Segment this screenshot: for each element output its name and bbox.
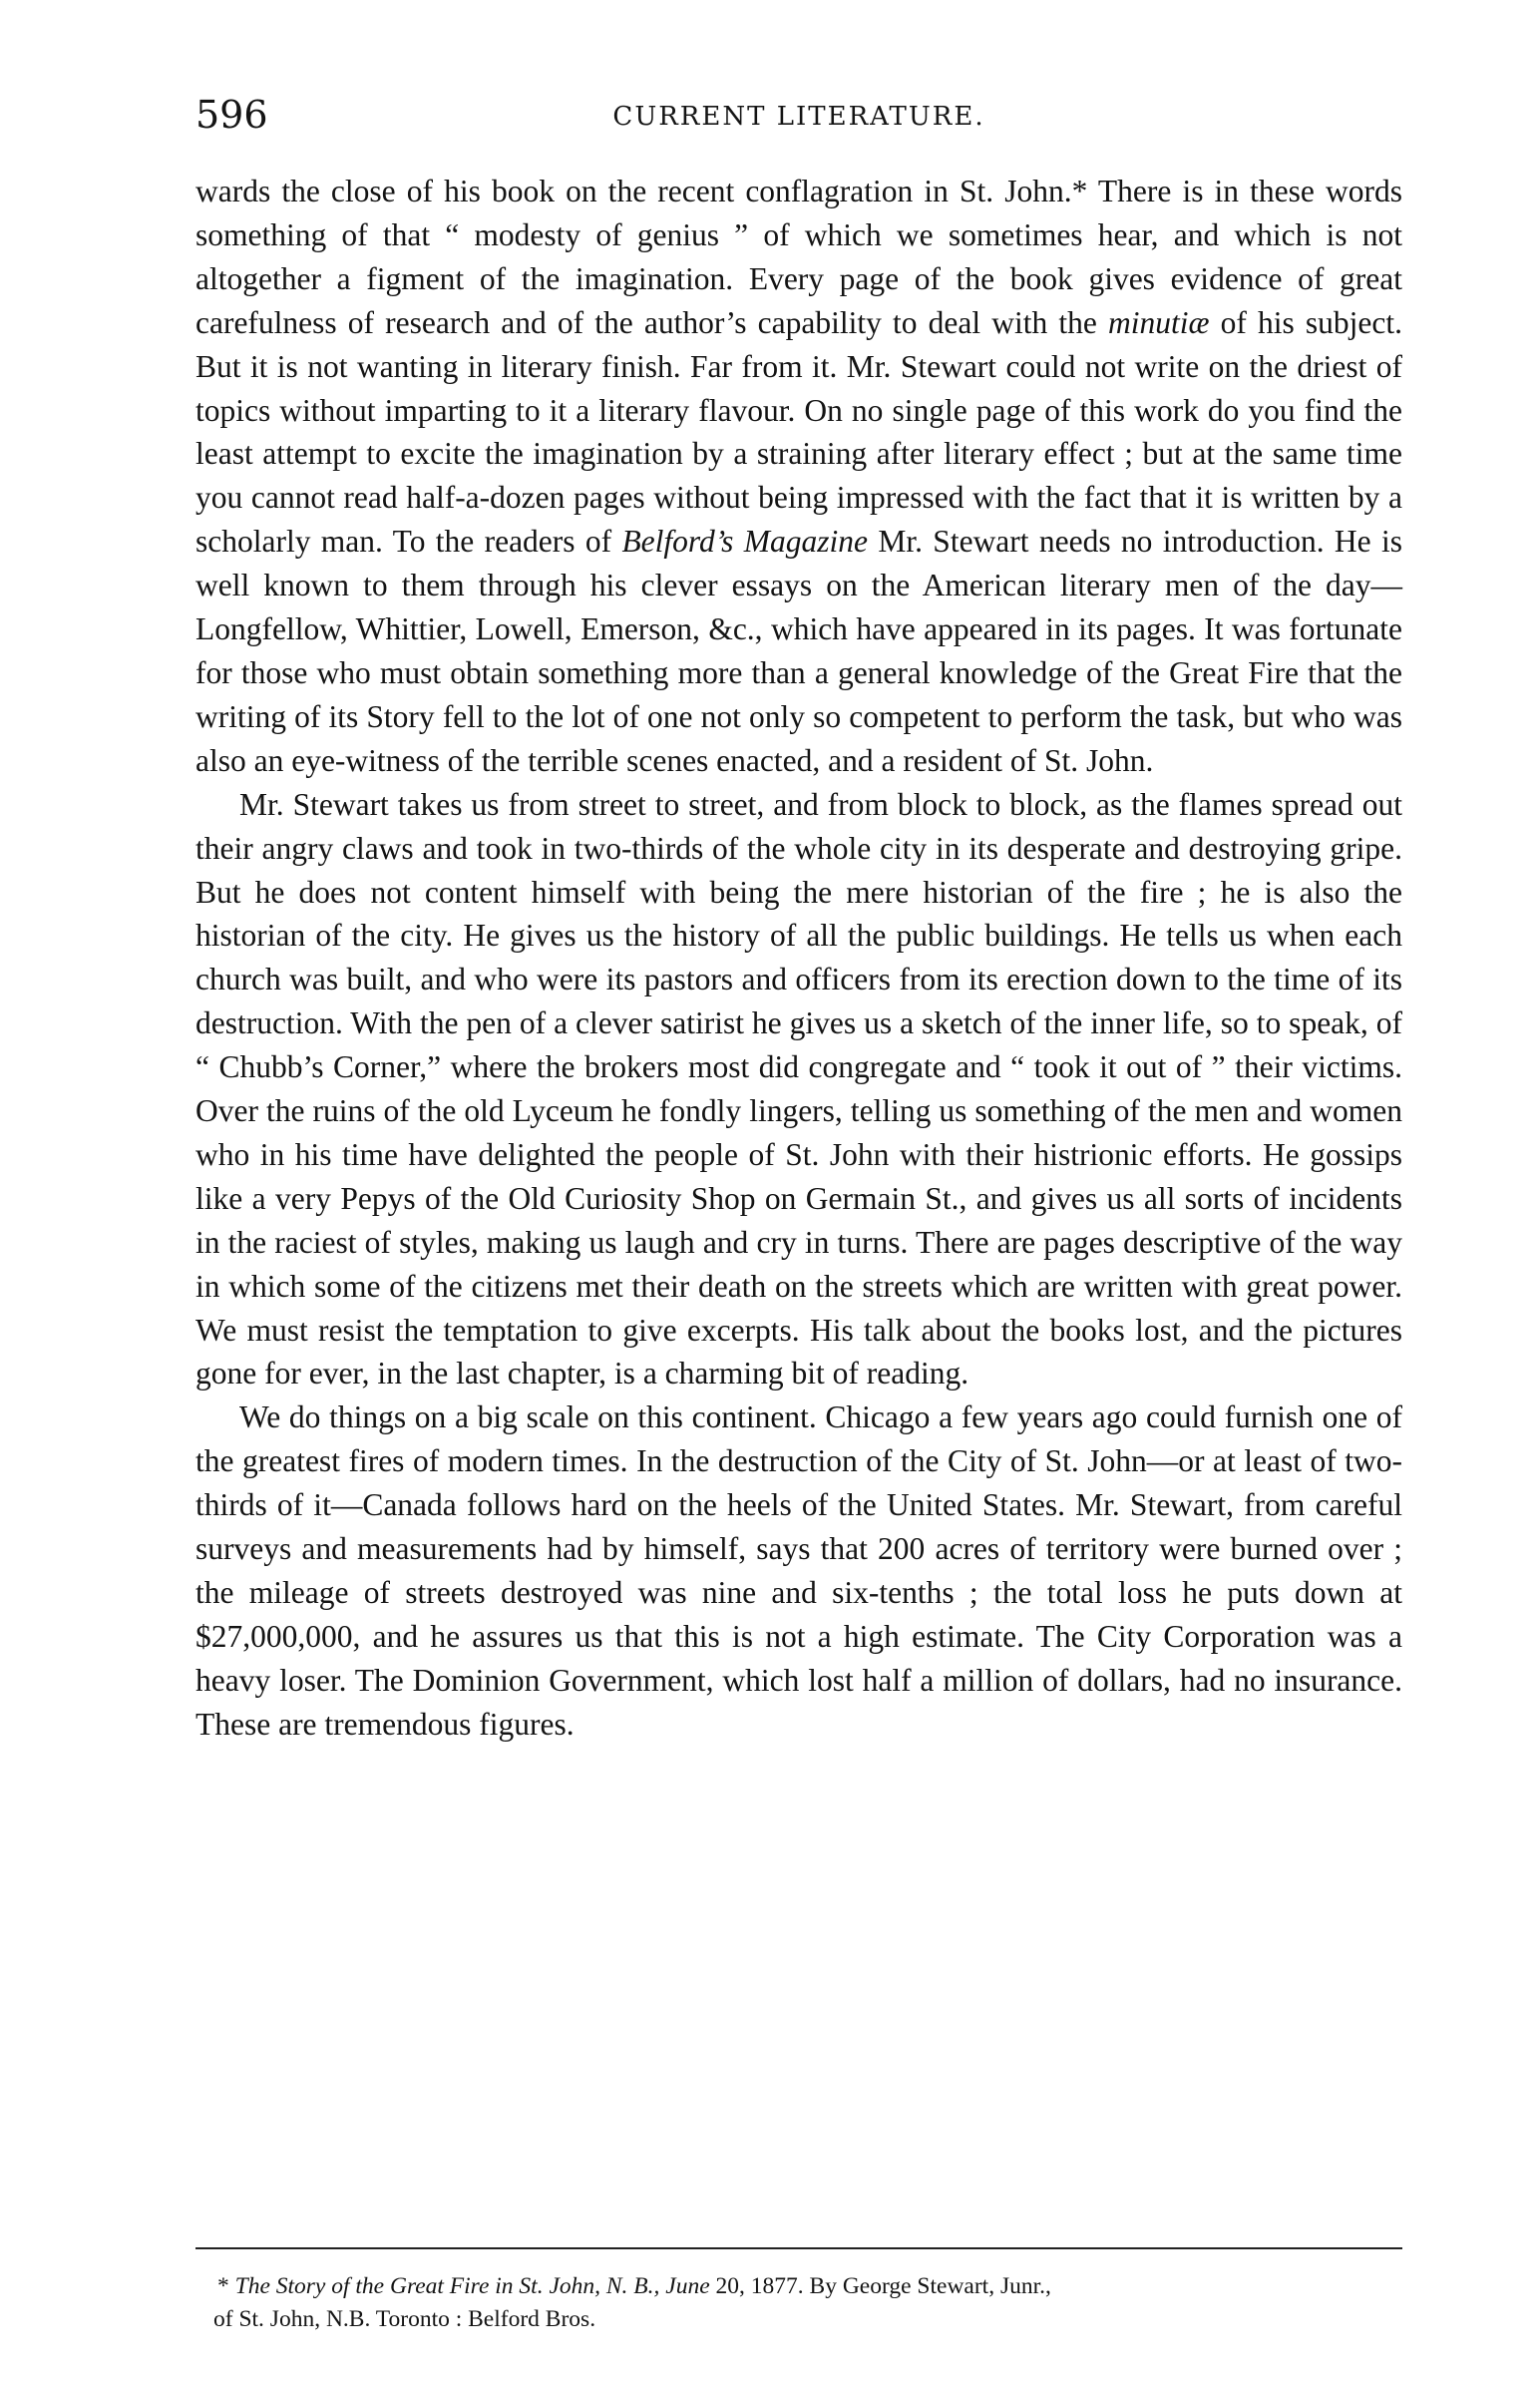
paragraph-1	[195, 170, 1402, 783]
article-body	[195, 170, 1402, 1747]
footnote-line-2: of St. John, N.B. Toronto : Belford Bros.	[213, 2306, 596, 2332]
footnote	[213, 2270, 1394, 2336]
page-number: 596	[195, 93, 268, 137]
running-head: CURRENT LITERATURE.	[612, 102, 985, 132]
paragraph-1-text-a: wards the close of his book on the recent conflagration in St. John.* There is in these words something of that “ modesty of genius ” of which we sometimes hear, and which is not altogether a figment of the imagination. Every page of the book gives evidence of great carefulness of research and of the author’s capability to deal with the	[195, 174, 1402, 340]
footnote-divider	[195, 2247, 1402, 2249]
page-header	[195, 90, 1402, 140]
paragraph-1-italic-minutiae: minutiæ	[1107, 304, 1210, 340]
footnote-line-1	[217, 2270, 1394, 2303]
footnote-book-title: The Story of the Great Fire in St. John, N. B., June	[234, 2273, 710, 2299]
paragraph-1-text-b: of his subject. But it is not wanting in literary finish. Far from it. Mr. Stewart could not write on the driest of topics without imparting to it a literary flavour. On no single page of this work do you find the least attempt to excite the imagination by a straining after literary effect ; but at the same time you cannot read half-a-dozen pages without being impressed with the fact that it is written by a scholarly man. To the readers of	[195, 304, 1402, 560]
paragraph-1-italic-magazine: Belford’s Magazine	[621, 524, 869, 560]
paragraph-2: Mr. Stewart takes us from street to street, and from block to block, as the flames spread out their angry claws and took in two-thirds of the whole city in its desperate and destroying gripe. But he does not content himself with being the mere historian of the fire ; he is also the historian of the city. He gives us the history of all the public buildings. He tells us when each church was built, and who were its pastors and officers from its erection down to the time of its destruction. With the pen of a clever satirist he gives us a sketch of the inner life, so to speak, of “ Chubb’s Corner,” where the brokers most did congregate and “ took it out of ” their victims. Over the ruins of the old Lyceum he fondly lingers, telling us something of the men and women who in his time have delighted the people of St. John with their histrionic efforts. He gossips like a very Pepys of the Old Curiosity Shop on Germain St., and gives us all sorts of incidents in the raciest of styles, making us laugh and cry in turns. There are pages descriptive of the way in which some of the citizens met their death on the streets which are written with great power. We must resist the temptation to give excerpts. His talk about the books lost, and the pictures gone for ever, in the last chapter, is a charming bit of reading.	[195, 786, 1402, 1392]
paragraph-3: We do things on a big scale on this continent. Chicago a few years ago could furnish one of the greatest fires of modern times. In the destruction of the City of St. John—or at least of two-thirds of it—Canada follows hard on the heels of the United States. Mr. Stewart, from careful surveys and measurements had by himself, says that 200 acres of territory were burned over ; the mileage of streets destroyed was nine and six-tenths ; the total loss he puts down at $27,000,000, and he assures us that this is not a high estimate. The City Corporation was a heavy loser. The Dominion Government, which lost half a million of dollars, had no insurance. These are tremendous figures.	[195, 1399, 1402, 1742]
footnote-details: 20, 1877. By George Stewart, Junr.,	[709, 2273, 1051, 2299]
footnote-marker: *	[217, 2273, 235, 2299]
paragraph-1-text-c: Mr. Stewart needs no introduction. He is well known to them through his clever essays on the American literary men of the day—Longfellow, Whittier, Lowell, Emerson, &c., which have appeared in its pages. It was fortunate for those who must obtain something more than a general knowledge of the Great Fire that the writing of its Story fell to the lot of one not only so competent to perform the task, but who was also an eye-witness of the terrible scenes enacted, and a resident of St. John.	[195, 524, 1402, 778]
